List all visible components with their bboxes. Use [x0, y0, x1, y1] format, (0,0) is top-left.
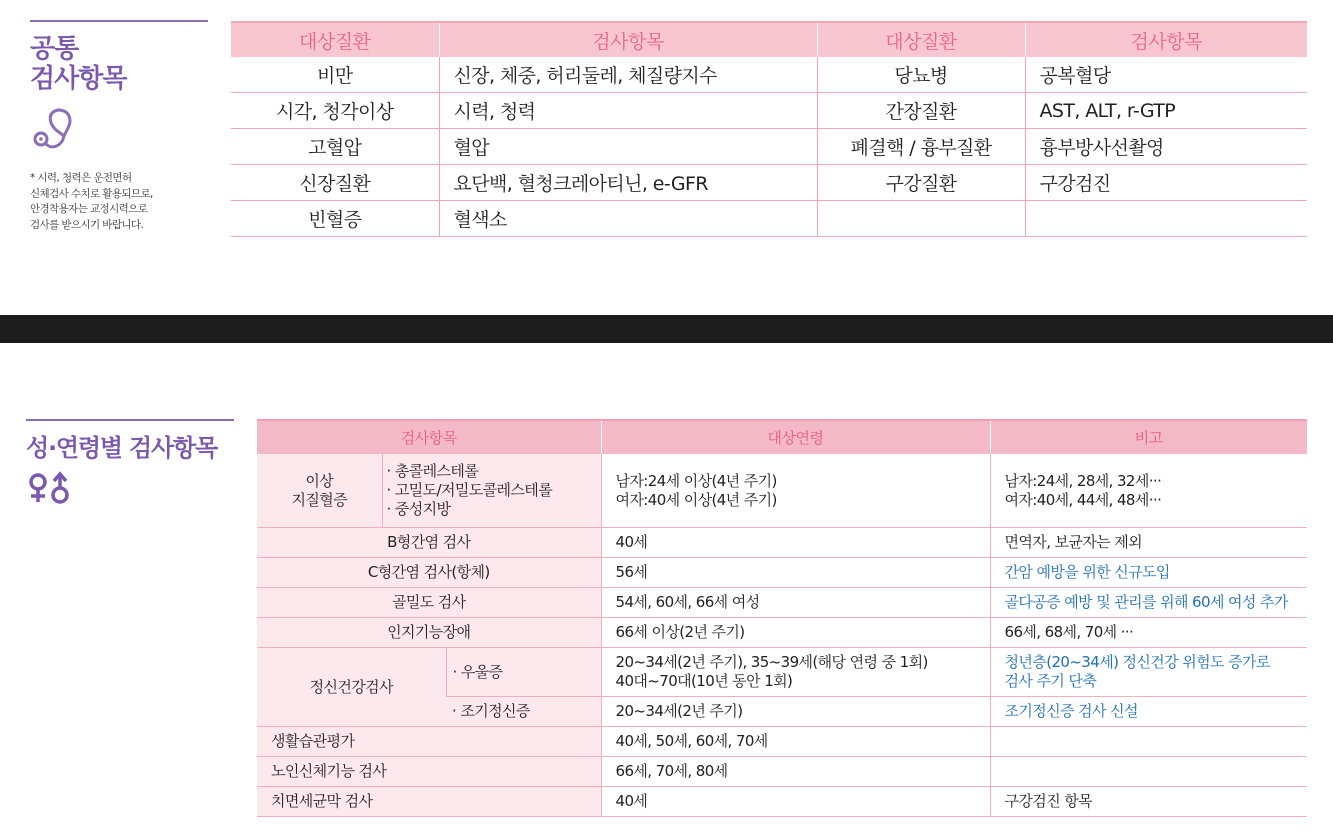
header-remarks: 비고 [990, 420, 1307, 454]
age-cell: 20~34세(2년 주기) [601, 697, 990, 727]
section-separator-band [0, 315, 1333, 343]
section1-note: * 시력, 청력은 운전면허 신체검사 수치로 활용되므로, 안경착용자는 교정시력으로 검사를 받으시기 바랍니다. [30, 172, 153, 231]
test-name-cell: 인지기능장애 [257, 618, 601, 648]
lipid-item: · 고밀도/저밀도콜레스테롤 [386, 481, 553, 499]
note-line: 여자:40세, 44세, 48세··· [1004, 490, 1162, 509]
age-cell: 56세 [601, 558, 990, 588]
section1-title [30, 34, 126, 94]
stethoscope-icon [32, 106, 74, 152]
age-line: 40대~70대(10년 동안 1회) [615, 672, 793, 690]
table-row-cognitive [257, 618, 1307, 648]
age-cell: 66세 이상(2년 주기) [601, 618, 990, 648]
table-row-hepatitis-c [257, 558, 1307, 588]
age-line: 남자:24세 이상(4년 주기) [615, 471, 777, 490]
header-test-item: 검사항목 [257, 420, 601, 454]
note-cell: 66세, 68세, 70세 ··· [990, 618, 1307, 648]
table-cell: 혈압 [439, 129, 817, 165]
table-row [231, 165, 1307, 201]
test-name-cell: C형간염 검사(항체) [257, 558, 601, 588]
note-cell: 골다공증 예방 및 관리를 위해 60세 여성 추가 [990, 588, 1307, 618]
table-cell: 공복혈당 [1025, 57, 1307, 93]
header-target-disease: 대상질환 [817, 22, 1025, 57]
section1-title-line2: 검사항목 [30, 64, 127, 94]
table-cell: 구강질환 [817, 165, 1025, 201]
table-cell: 시력, 청력 [439, 93, 817, 129]
gender-symbols-icon [26, 470, 82, 506]
table-cell [1025, 201, 1307, 237]
lipid-item: · 중성지방 [386, 500, 451, 518]
age-cell: 66세, 70세, 80세 [601, 757, 990, 787]
note-line: 청년층(20~34세) 정신건강 위험도 증가로 [1004, 653, 1270, 671]
note-cell [990, 727, 1307, 757]
table-cell: AST, ALT, r-GTP [1025, 93, 1307, 129]
table-cell [817, 201, 1025, 237]
table-row-dental-plaque [257, 787, 1307, 817]
age-cell: 40세 [601, 528, 990, 558]
note-cell: 구강검진 항목 [990, 787, 1307, 817]
table-row-hepatitis-b [257, 528, 1307, 558]
lipid-item: · 총콜레스테롤 [386, 462, 479, 480]
lipid-age-cell [601, 454, 990, 528]
table-header-row [257, 420, 1307, 454]
age-cell: 40세, 50세, 60세, 70세 [601, 727, 990, 757]
age-line: 20~34세(2년 주기), 35~39세(해당 연령 중 1회) [615, 653, 928, 671]
table-row-elderly-function [257, 757, 1307, 787]
header-target-age: 대상연령 [601, 420, 990, 454]
section2-title: 성·연령별 검사항목 [26, 434, 217, 462]
table-row [231, 93, 1307, 129]
header-target-disease: 대상질환 [231, 22, 439, 57]
table-cell: 간장질환 [817, 93, 1025, 129]
table-cell: 폐결핵 / 흉부질환 [817, 129, 1025, 165]
table-cell: 혈색소 [439, 201, 817, 237]
lipid-note-cell [990, 454, 1307, 528]
note-cell: 조기정신증 검사 신설 [990, 697, 1307, 727]
table-header-row [231, 22, 1307, 57]
table-row [231, 57, 1307, 93]
table-cell: 신장, 체중, 허리둘레, 체질량지수 [439, 57, 817, 93]
section1-title-line1: 공통 [30, 34, 79, 64]
lipid-items-cell [382, 454, 601, 528]
age-sex-checkup-table [257, 419, 1307, 817]
age-cell [601, 648, 990, 697]
table-row [231, 129, 1307, 165]
note-cell: 간암 예방을 위한 신규도입 [990, 558, 1307, 588]
table-cell: 구강검진 [1025, 165, 1307, 201]
section1-divider [30, 20, 208, 22]
test-name-cell: 치면세균막 검사 [257, 787, 601, 817]
note-line: 남자:24세, 28세, 32세··· [1004, 471, 1162, 490]
note-cell [990, 757, 1307, 787]
table-cell: 빈혈증 [231, 201, 439, 237]
common-checkup-table [231, 21, 1307, 237]
lipid-name-line2: 지질혈증 [291, 490, 348, 509]
section2-divider [26, 419, 234, 421]
mental-health-name-cell: 정신건강검사 [257, 648, 446, 727]
table-cell: 흉부방사선촬영 [1025, 129, 1307, 165]
table-row [231, 201, 1307, 237]
table-cell: 비만 [231, 57, 439, 93]
table-cell: 시각, 청각이상 [231, 93, 439, 129]
age-cell: 54세, 60세, 66세 여성 [601, 588, 990, 618]
table-row-lipid [257, 454, 1307, 528]
header-test-item: 검사항목 [1025, 22, 1307, 57]
lipid-name-line1: 이상 [305, 471, 334, 490]
header-test-item: 검사항목 [439, 22, 817, 57]
note-cell [990, 648, 1307, 697]
table-row-bone-density [257, 588, 1307, 618]
age-line: 여자:40세 이상(4년 주기) [615, 490, 777, 509]
table-cell: 요단백, 혈청크레아티닌, e-GFR [439, 165, 817, 201]
test-name-cell: B형간염 검사 [257, 528, 601, 558]
age-cell: 40세 [601, 787, 990, 817]
table-row-depression [257, 648, 1307, 697]
test-name-cell: 골밀도 검사 [257, 588, 601, 618]
note-cell: 면역자, 보균자는 제외 [990, 528, 1307, 558]
lipid-name-cell [257, 454, 382, 528]
table-cell: 신장질환 [231, 165, 439, 201]
test-name-cell: 생활습관평가 [257, 727, 601, 757]
sub-test-name-cell: · 우울증 [446, 648, 601, 697]
table-cell: 고혈압 [231, 129, 439, 165]
test-name-cell: 노인신체기능 검사 [257, 757, 601, 787]
sub-test-name-cell: · 조기정신증 [446, 697, 601, 727]
table-row-lifestyle [257, 727, 1307, 757]
note-line: 검사 주기 단축 [1004, 672, 1097, 690]
table-cell: 당뇨병 [817, 57, 1025, 93]
